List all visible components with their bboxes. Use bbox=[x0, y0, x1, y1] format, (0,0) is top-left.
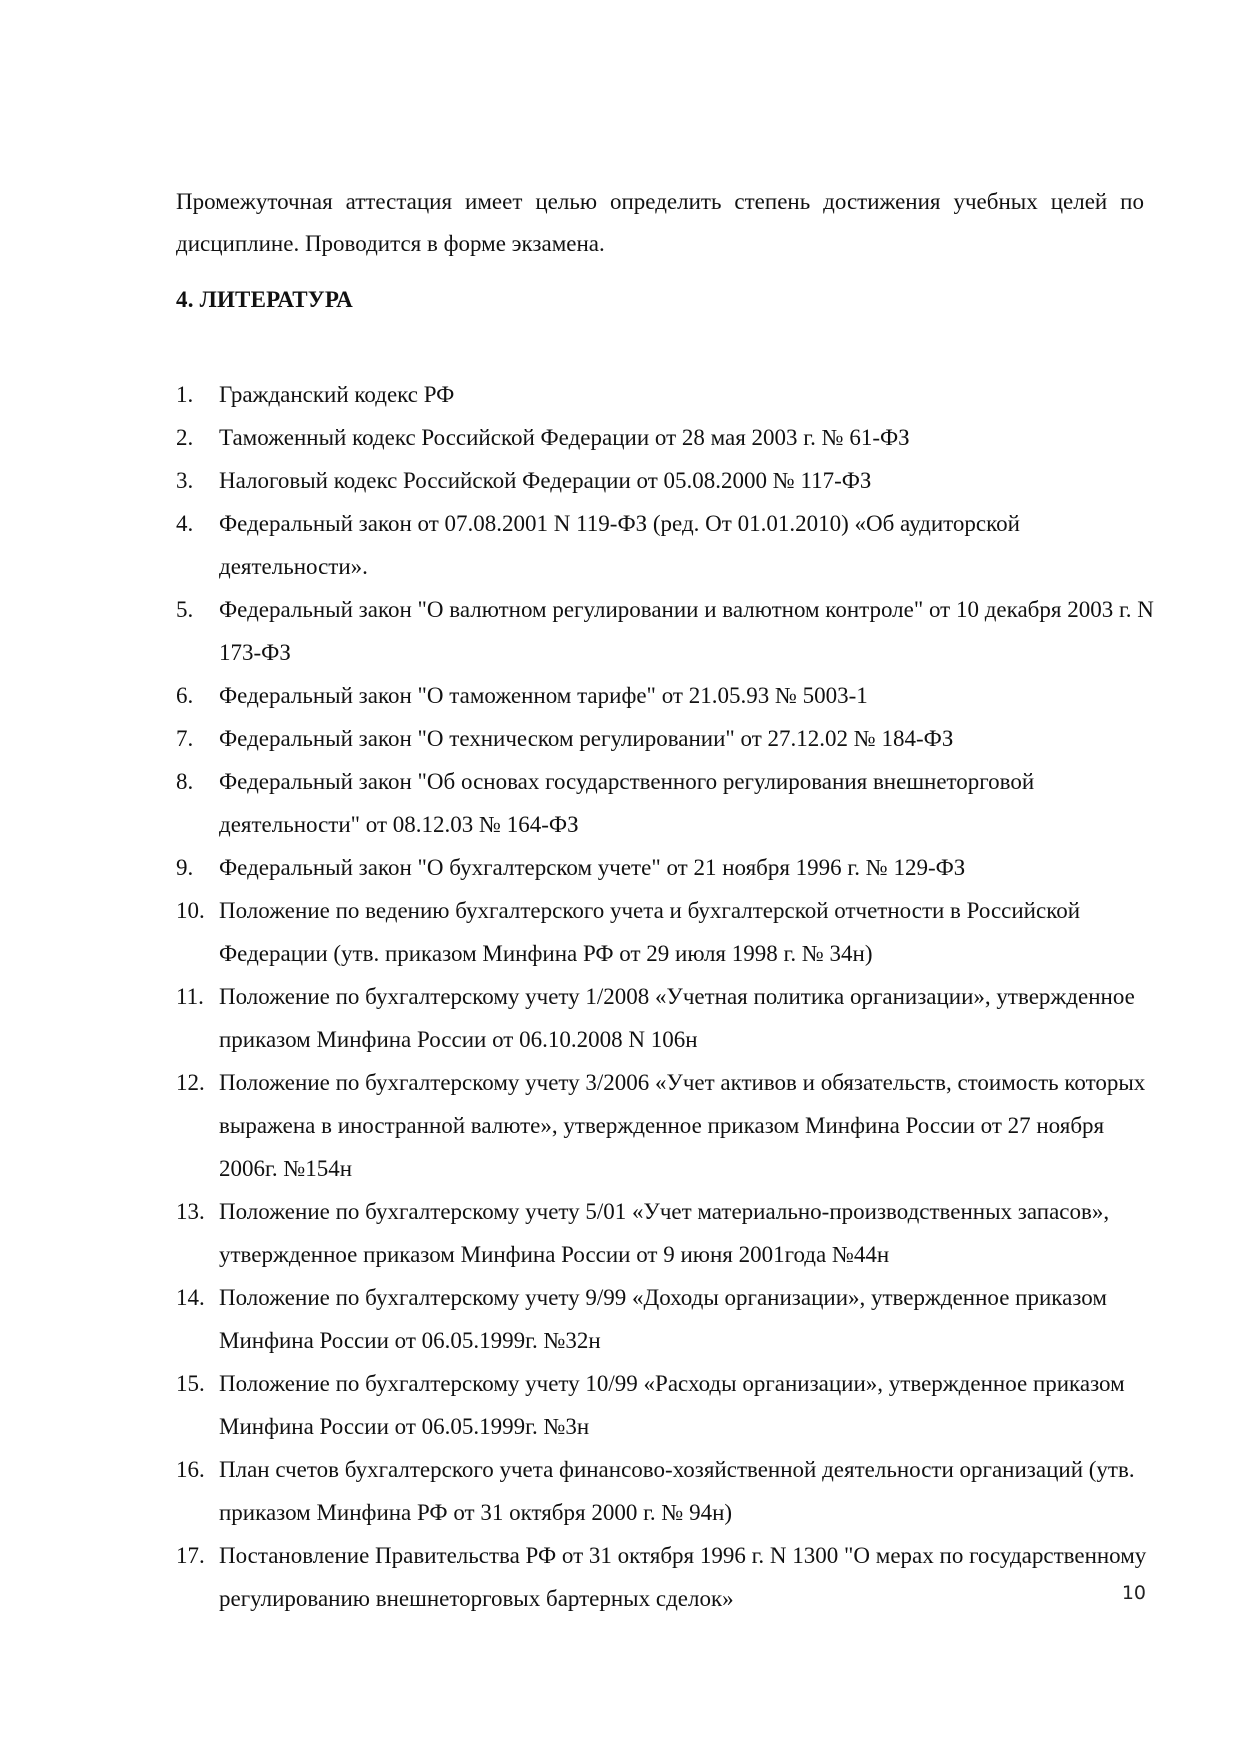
list-item-text: Положение по бухгалтерскому учету 1/2008 «Учетная политика организации», утвержденное приказом Минфина России от 06.10.2008 N 106н bbox=[219, 984, 1135, 1052]
list-item-number: 17. bbox=[176, 1543, 205, 1568]
section-heading: 4. ЛИТЕРАТУРА bbox=[176, 287, 353, 312]
list-item-number: 11. bbox=[176, 984, 204, 1009]
list-item-number: 5. bbox=[176, 597, 194, 622]
intro-paragraph: Промежуточная аттестация имеет целью определить степень достижения учебных целей по дисциплине. Проводится в форме экзамена. bbox=[176, 189, 1144, 256]
list-item-text: Положение по бухгалтерскому учету 5/01 «Учет материально-производственных запасов», утвержденное приказом Минфина России от 9 июня 2001года №44н bbox=[219, 1199, 1110, 1267]
list-item-number: 8. bbox=[176, 769, 194, 794]
list-item-number: 6. bbox=[176, 683, 194, 708]
list-item bbox=[176, 889, 1156, 975]
list-item-text: План счетов бухгалтерского учета финансово-хозяйственной деятельности организаций (утв. приказом Минфина РФ от 31 октября 2000 г. № 94н) bbox=[219, 1457, 1135, 1525]
list-item bbox=[176, 674, 1156, 717]
list-item-text: Федеральный закон "О валютном регулировании и валютном контроле" от 10 декабря 2003 г. N 173-ФЗ bbox=[219, 597, 1154, 665]
list-item bbox=[176, 1276, 1156, 1362]
list-item-number: 2. bbox=[176, 425, 194, 450]
list-item-text: Федеральный закон "О техническом регулировании" от 27.12.02 № 184-ФЗ bbox=[219, 726, 954, 751]
list-item bbox=[176, 502, 1156, 588]
list-item-text: Федеральный закон "О таможенном тарифе" от 21.05.93 № 5003-1 bbox=[219, 683, 868, 708]
reference-list bbox=[176, 373, 1156, 1620]
list-item bbox=[176, 1534, 1156, 1620]
list-item-text: Налоговый кодекс Российской Федерации от 05.08.2000 № 117-ФЗ bbox=[219, 468, 872, 493]
list-item-number: 4. bbox=[176, 511, 194, 536]
list-item-number: 10. bbox=[176, 898, 205, 923]
list-item bbox=[176, 760, 1156, 846]
list-item bbox=[176, 373, 1156, 416]
list-item-text: Положение по бухгалтерскому учету 10/99 «Расходы организации», утвержденное приказом Минфина России от 06.05.1999г. №3н bbox=[219, 1371, 1125, 1439]
list-item bbox=[176, 1190, 1156, 1276]
list-item bbox=[176, 975, 1156, 1061]
list-item-number: 1. bbox=[176, 382, 194, 407]
list-item-text: Гражданский кодекс РФ bbox=[219, 382, 455, 407]
list-item bbox=[176, 846, 1156, 889]
list-item-number: 3. bbox=[176, 468, 194, 493]
list-item-text: Положение по бухгалтерскому учету 9/99 «Доходы организации», утвержденное приказом Минфина России от 06.05.1999г. №32н bbox=[219, 1285, 1107, 1353]
page-number: 10 bbox=[1121, 1582, 1146, 1604]
list-item-number: 14. bbox=[176, 1285, 205, 1310]
list-item-number: 12. bbox=[176, 1070, 205, 1095]
list-item-number: 9. bbox=[176, 855, 194, 880]
list-item bbox=[176, 717, 1156, 760]
list-item-number: 13. bbox=[176, 1199, 205, 1224]
list-item-number: 15. bbox=[176, 1371, 205, 1396]
list-item-text: Федеральный закон "Об основах государственного регулирования внешнеторговой деятельности" от 08.12.03 № 164-ФЗ bbox=[219, 769, 1035, 837]
list-item bbox=[176, 1061, 1156, 1190]
list-item-text: Таможенный кодекс Российской Федерации от 28 мая 2003 г. № 61-ФЗ bbox=[219, 425, 910, 450]
list-item-number: 16. bbox=[176, 1457, 205, 1482]
list-item bbox=[176, 459, 1156, 502]
list-item bbox=[176, 1448, 1156, 1534]
list-item-text: Постановление Правительства РФ от 31 октября 1996 г. N 1300 "О мерах по государственному регулированию внешнеторговых бартерных сделок» bbox=[219, 1543, 1147, 1611]
list-item-text: Положение по бухгалтерскому учету 3/2006 «Учет активов и обязательств, стоимость которых выражена в иностранной валюте», утвержденное приказом Минфина России от 27 ноября 2006г. №154н bbox=[219, 1070, 1146, 1181]
list-item-text: Положение по ведению бухгалтерского учета и бухгалтерской отчетности в Российской Федерации (утв. приказом Минфина РФ от 29 июля 1998 г. № 34н) bbox=[219, 898, 1081, 966]
list-item bbox=[176, 588, 1156, 674]
list-item bbox=[176, 1362, 1156, 1448]
list-item-text: Федеральный закон "О бухгалтерском учете" от 21 ноября 1996 г. № 129-ФЗ bbox=[219, 855, 966, 880]
list-item-text: Федеральный закон от 07.08.2001 N 119-ФЗ (ред. От 01.01.2010) «Об аудиторской деятельности». bbox=[219, 511, 1020, 579]
list-item bbox=[176, 416, 1156, 459]
list-item-number: 7. bbox=[176, 726, 194, 751]
